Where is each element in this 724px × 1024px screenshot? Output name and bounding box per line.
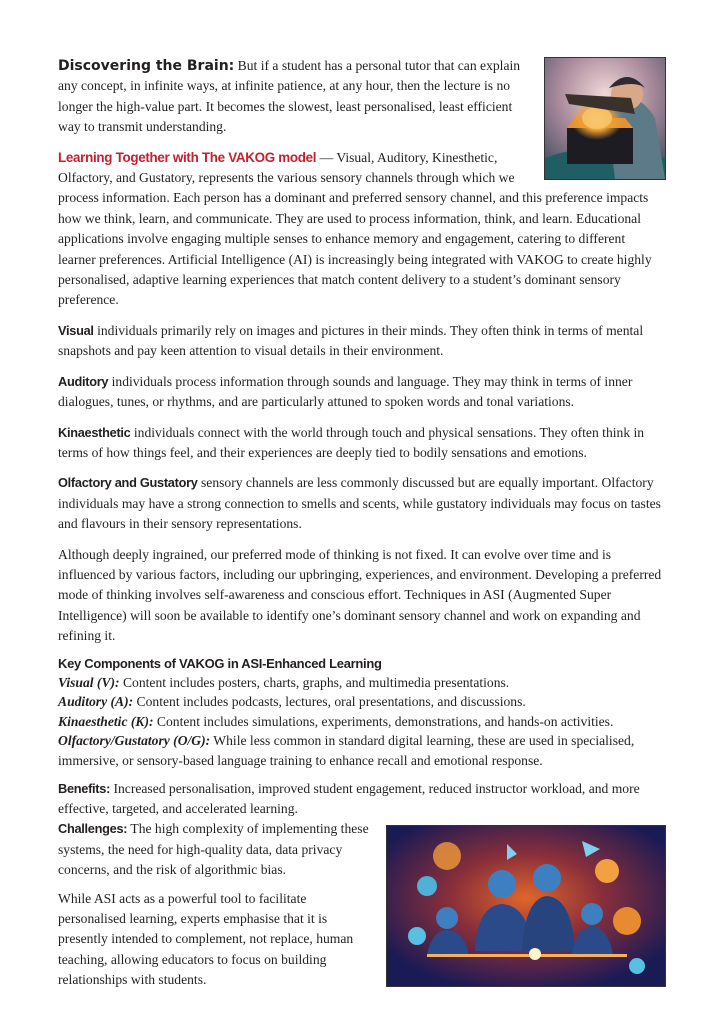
type-olfactory-gustatory: Olfactory and Gustatory sensory channels are less commonly discussed but are equally important. Olfactory individuals may have a strong connection to smells and scents, while gustatory individuals may focus on tastes and flavours in their sensory representations. bbox=[58, 475, 661, 532]
component-visual: Visual (V): Content includes posters, charts, graphs, and multimedia presentations. bbox=[58, 674, 510, 690]
component-kinaesthetic: Kinaesthetic (K): Content includes simulations, experiments, demonstrations, and hands-on activities. bbox=[58, 713, 614, 729]
key-components-heading: Key Components of VAKOG in ASI-Enhanced Learning bbox=[58, 655, 382, 671]
benefits-paragraph: Benefits: Increased personalisation, improved student engagement, reduced instructor workload, and more effective, targeted, and accelerated learning. bbox=[58, 780, 640, 816]
type-kinaesthetic: Kinaesthetic individuals connect with the world through touch and physical sensations. They often think in terms of how things feel, and their experiences are deeply tied to bodily sensations and emotions. bbox=[58, 424, 645, 460]
family-learning-illustration bbox=[386, 825, 666, 987]
component-olfactory-gustatory: Olfactory/Gustatory (O/G): While less common in standard digital learning, these are used in specialised, immersive, or sensory-based language training to enhance recall and emotional response. bbox=[58, 733, 635, 768]
vakog-paragraph: Learning Together with The VAKOG model — Visual, Auditory, Kinesthetic, Olfactory, and Gustatory, represents the various sensory channels through which we process information. Each person has a dominant and preferred sensory channel, and this preference impacts how we think, learn, and communicate. They are used to process information, think, and learn. Educational applications involve engaging multiple senses to enhance memory and engagement, catering to different learner preferences. Artificial Intelligence (AI) is increasingly being integrated with VAKOG to create highly personalised, adaptive learning experiences that match content delivery to a student’s dominant sensory preference. bbox=[58, 149, 652, 308]
key-components-section bbox=[58, 655, 666, 771]
vakog-heading: Learning Together with The VAKOG model bbox=[58, 149, 317, 165]
type-auditory: Auditory individuals process information through sounds and language. They may think in terms of inner dialogues, tunes, or rhythms, and are particularly attuned to spoken words and tonal variations. bbox=[58, 373, 633, 410]
intro-heading: Discovering the Brain: bbox=[58, 58, 235, 74]
intro-paragraph: Discovering the Brain: But if a student has a personal tutor that can explain any concept, in infinite ways, at infinite patience, at any hour, then the lecture is no longer the high-value part. It becomes the slowest, least personalised, least efficient way to transmit understanding. bbox=[58, 58, 521, 135]
component-auditory: Auditory (A): Content includes podcasts, lectures, oral presentations, and discussions. bbox=[58, 694, 526, 710]
type-visual: Visual individuals primarily rely on images and pictures in their minds. They often think in terms of mental snapshots and pay keen attention to visual details in their environment. bbox=[58, 322, 644, 359]
evolve-paragraph: Although deeply ingrained, our preferred mode of thinking is not fixed. It can evolve over time and is influenced by various factors, including our upbringing, experiences, and environment. Developing a preferred mode of thinking involves self-awareness and conscious effort. Techniques in ASI (Augmented Super Intelligence) will soon be available to identify one’s dominant sensory channel and work on expanding and refining it. bbox=[58, 546, 662, 644]
closing-paragraph: While ASI acts as a powerful tool to facilitate personalised learning, experts emphasise that it is presently intended to complement, not replace, human teaching, allowing educators to focus on building relationships with students. bbox=[58, 890, 354, 988]
document-page bbox=[58, 56, 666, 991]
brain-box-illustration bbox=[544, 57, 666, 180]
challenges-paragraph: Challenges: The high complexity of implementing these systems, the need for high-quality data, data privacy concerns, and the risk of algorithmic bias. bbox=[58, 821, 369, 878]
